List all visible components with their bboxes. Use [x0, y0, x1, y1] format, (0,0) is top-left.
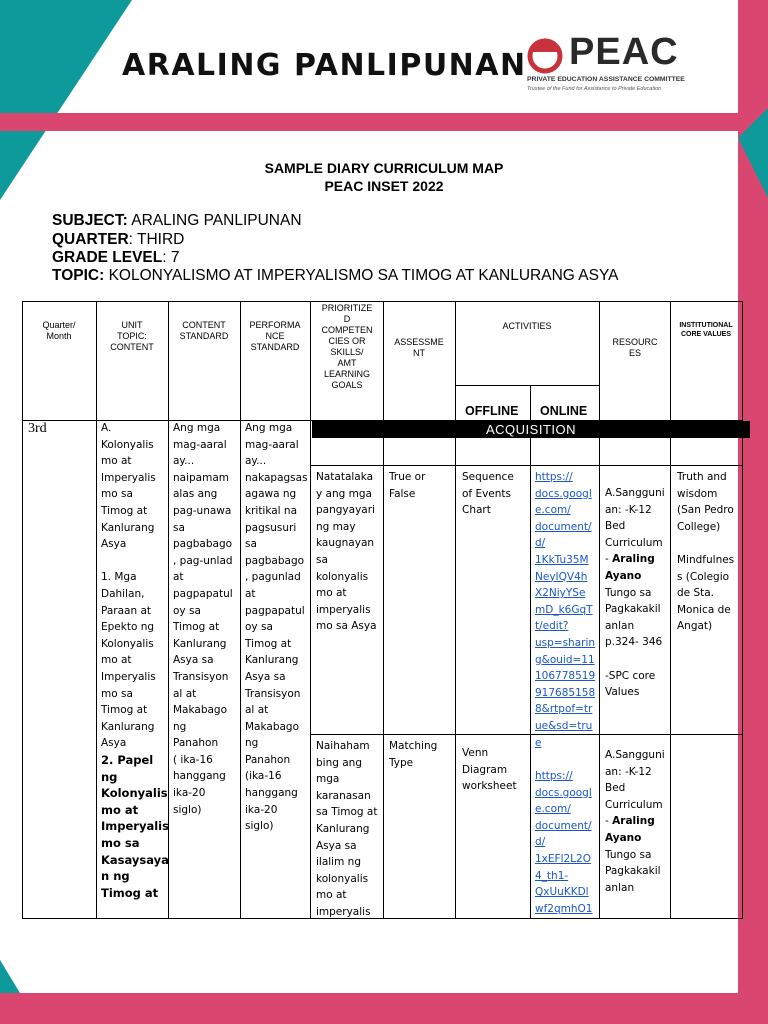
row2-assessment-cell: Matching Type [389, 740, 438, 769]
row1-core-values-cell: Truth and wisdom (San Pedro College) Mindfulnes s (Colegio de Sta. Monica de Angat) [677, 471, 735, 633]
header-competencies: PRIORITIZE D COMPETEN CIES OR SKILLS/ AMT LEARNING GOALS [321, 303, 373, 390]
topic-label: TOPIC: [52, 267, 105, 284]
header-resources: RESOURC ES [612, 337, 658, 358]
table-gridline [455, 385, 599, 386]
grade-line [52, 249, 179, 267]
header-quarter-month: Quarter/ Month [42, 320, 76, 341]
doc-title-line2: PEAC INSET 2022 [324, 178, 444, 194]
row2-resources-cell [605, 747, 665, 896]
performance-standard-cell: Ang mga mag-aaral ay... nakapagsas agawa ng kritikal na pagsusuri sa pagbabago , pagunlad at pagpapatul oy sa Timog at Kanlurang Asya sa Transisyon al at Makabago ng Panahon (ika-16 hanggang ika-20 siglo) [245, 422, 308, 833]
table-gridline [383, 301, 384, 919]
row1-online-link[interactable]: https:// docs.googl e.com/ document/ d/ 1KkTu35M NeyIQV4h X2NiyYSe mD_k6GqT t/edit? usp=sharin g&ouid=11 106778519 917685158 8&rtpof=tr ue&sd=tru e [535, 471, 596, 749]
row2-online-link[interactable]: https:// docs.googl e.com/ document/ d/ 1xEFl2L2O 4_th1- QxUuKKDl wf2qmhO1 [535, 770, 593, 915]
footer-teal-decoration [0, 960, 20, 993]
row2-resources-c: Tungo sa Pagkakakil anlan [605, 848, 661, 894]
row1-assessment-cell: True or False [389, 471, 426, 500]
table-gridline [455, 301, 456, 919]
quarter-value-cell: 3rd [28, 421, 47, 436]
quarter-value: : THIRD [128, 231, 185, 248]
header-core-values: INSTITUTIONAL CORE VALUES [679, 322, 733, 338]
header-content-standard: CONTENT STANDARD [179, 320, 229, 341]
peac-logo-subtitle: PRIVATE EDUCATION ASSISTANCE COMMITTEE [527, 76, 685, 83]
content-standard-cell: Ang mga mag-aaral ay... naipamam alas ang pag-unawa sa pagbabago , pag-unlad at pagpapatul oy sa Timog at Kanlurang Asya sa Transisyon al at Makabago ng Panahon ( ika-16 hanggang ika-20 siglo) [173, 422, 233, 816]
quarter-label: QUARTER [52, 231, 129, 248]
row1-resources-a: A.Sangguni an: -K-12 Bed Curriculum - [605, 487, 665, 566]
table-gridline [240, 301, 241, 919]
peac-logo-text: PEAC [569, 31, 679, 73]
subject-label: SUBJECT: [52, 212, 128, 229]
table-gridline [310, 465, 743, 466]
row1-resources-cell [605, 485, 665, 701]
footer-pink-bar [0, 993, 768, 1024]
table-gridline [310, 301, 311, 919]
table-gridline [599, 301, 600, 919]
doc-title-line1: SAMPLE DIARY CURRICULUM MAP [264, 160, 504, 176]
row2-resources-b: Araling Ayano [605, 815, 655, 844]
subject-value: ARALING PANLIPUNAN [131, 212, 302, 229]
header-online: ONLINE [540, 404, 588, 418]
row1-resources-b: Araling Ayano [605, 553, 655, 582]
grade-label: GRADE LEVEL [52, 249, 163, 266]
peac-logo-tagline: Trustee of the Fund for Assistance to Private Education [527, 86, 662, 92]
header-offline: OFFLINE [465, 404, 519, 418]
unit-content-bold-cell: 2. Papel ng Kolonyalis mo at Imperyalis mo sa Kasaysaya n ng Timog at [101, 753, 169, 900]
header-pink-bar [0, 113, 768, 131]
brand-title: ARALING PANLIPUNAN [122, 48, 527, 83]
table-gridline [96, 301, 97, 919]
header-activities: ACTIVITIES [502, 321, 552, 331]
header-assessment: ASSESSME NT [394, 337, 444, 358]
row2-competency-cell: Naihaham bing ang mga karanasan sa Timog at Kanlurang Asya sa ilalim ng kolonyalis mo at imperyalis [316, 740, 378, 918]
table-gridline [310, 734, 743, 735]
peac-logo [525, 32, 710, 97]
header-unit-topic: UNIT TOPIC: CONTENT [110, 320, 154, 352]
peac-logo-icon [525, 34, 565, 74]
row2-resources-a: A.Sangguni an: -K-12 Bed Curriculum - [605, 749, 665, 828]
table-gridline [670, 301, 671, 919]
topic-value: KOLONYALISMO AT IMPERYALISMO SA TIMOG AT KANLURANG ASYA [108, 267, 619, 284]
row1-resources-c: Tungo sa Pagkakakil anlan p.324- 346 -SPC core Values [605, 586, 663, 699]
quarter-line [52, 231, 184, 249]
subject-line [52, 212, 302, 230]
row2-offline-cell: Venn Diagram worksheet [462, 747, 517, 793]
topic-line [52, 267, 619, 285]
acquisition-banner: ACQUISITION [312, 421, 750, 438]
header-performance-standard: PERFORMA NCE STANDARD [249, 320, 301, 352]
grade-value: : 7 [162, 249, 180, 266]
row1-offline-cell: Sequence of Events Chart [462, 471, 514, 517]
row1-competency-cell: Natatalaka y ang mga pangyayari ng may kaugnayan sa kolonyalis mo at imperyalis mo sa Asya [316, 471, 377, 633]
unit-content-cell: A. Kolonyalis mo at Imperyalis mo sa Timog at Kanlurang Asya 1. Mga Dahilan, Paraan at Epekto ng Kolonyalis mo at Imperyalis mo sa Timog at Kanlurang Asya [101, 422, 156, 750]
